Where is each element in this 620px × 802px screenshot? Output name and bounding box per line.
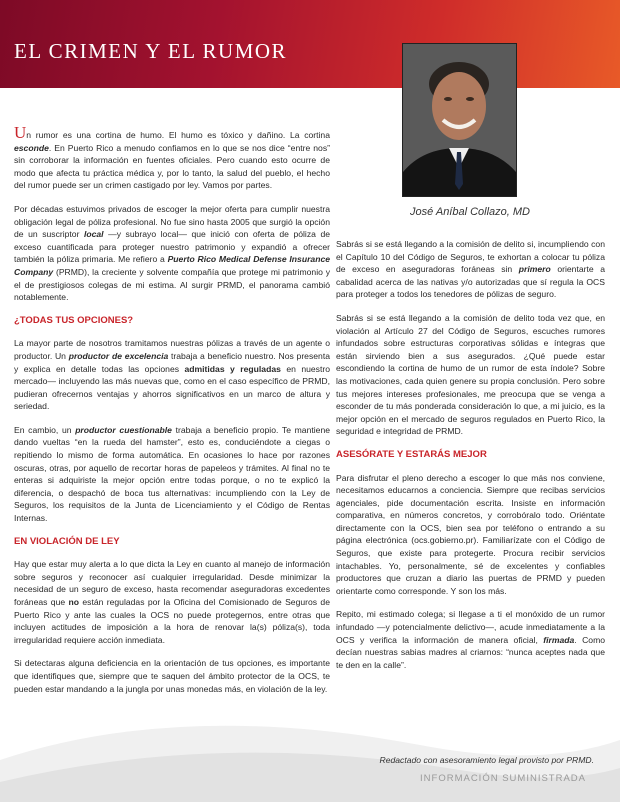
emphasis: admitidas y reguladas [184, 363, 281, 374]
page-title: EL CRIMEN Y EL RUMOR [14, 39, 288, 63]
section-heading: EN VIOLACIÓN DE LEY [14, 535, 120, 547]
decorative-swoosh [0, 690, 620, 802]
emphasis: primero [518, 264, 551, 275]
author-photo [402, 43, 517, 197]
text-run: . Como decían nuestras sabias madres al criarnos: “nunca aceptes nada que te den en la calle”. [336, 634, 606, 670]
section-heading: ASESÓRATE Y ESTARÁS MEJOR [336, 448, 487, 460]
drop-cap: U [14, 123, 27, 142]
emphasis: productor de excelencia [68, 350, 169, 361]
photo-caption: José Aníbal Collazo, MD [409, 206, 531, 218]
text-run: . En Puerto Rico a menudo confiamos en lo que se nos dice “entre nos” sin corroborar la información en fuentes oficiales. Pero cuando esto ocurre de modo que afecta tu práctica médica y, por lo tanto, la salud del pueblo, el hecho del rumor puede ser un crimen castigado por ley. Vamos por partes. [14, 142, 330, 191]
emphasis: firmada [543, 634, 575, 645]
text-run: trabaja a beneficio propio. Te mantiene dando vueltas “en la rueda del hamster”, esto es, conduciéndote a ciegas o repitiendo lo mismo de forma automática. En ocasiones lo hace por razones oscuras, otras, por aquello de recortar horas de papeleos y trámites. Al final no te enteras si adquiriste la mejor opción entre todas porque, o no te explicó la diferencia, o despachó de boca tus alternativas: incumpliendo con la Ley de Seguros, los requisitos de la Junta de Licenciamiento y el Código de Rentas Internas. [14, 424, 330, 524]
paragraph [14, 337, 330, 413]
text-run: están reguladas por la Oficina del Comisionado de Seguros de Puerto Rico y ante las cuales la OCS no puede protegernos, entre otras que incluyen actitudes de imposición a la hora de renovar la(s) póliza(s), toda irregularidad requiere acción inmediata. [14, 597, 330, 645]
paragraph [14, 203, 330, 304]
intro-paragraph [14, 123, 330, 192]
left-column [14, 123, 331, 706]
legal-note: Redactado con asesoramiento legal provisto por PRMD. [379, 755, 594, 765]
paragraph [14, 558, 330, 646]
emphasis: Puerto Rico Medical Defense Insurance Company [14, 254, 331, 277]
text-run: trabaja a beneficio nuestro. Nos presenta y explica en detalle todas las opciones [14, 350, 330, 374]
text-run: En cambio, un [14, 424, 76, 435]
author-portrait-image [403, 44, 516, 196]
text-run: Por décadas estuvimos privados de escoger la mejor oferta para cumplir nuestra obligación legal de póliza profesional. No fue sino hasta 2005 que surgió la opción de un suscriptor [14, 203, 330, 240]
paragraph [336, 608, 605, 671]
text-run: Sabrás si se está llegando a la comisión de delito si, incumpliendo con el Capítulo 10 del Código de Seguros, te exhortan a colocar tu póliza de exceso en aseguradoras foráneas sin [336, 239, 605, 275]
text-run: Repito, mi estimado colega; si llegase a ti el monóxido de un rumor infundado —y potencialmente delictivo—, acude inmediatamente a la OCS y verifica la información de manera oficial, [336, 609, 605, 645]
text-run: orientarte a cabalidad acerca de las nativas y/o autorizadas que sí regula la OCS para proteger a todos los tenedores de pólizas de seguro. [336, 264, 605, 300]
paragraph: Sabrás si se está llegando a la comisión de delito toda vez que, en violación al Artículo 27 del Código de Seguros, escuches rumores infundados sobre estructuras corporativas sólidas e íntegras que están sirviendo bien a sus asegurados. ¿Qué puede estar escondiendo la cortina de humo de un rumor de esta índole? Sobre las motivaciones, cada quien genere su propia conclusión. Pero sobre tus mejores intereses profesionales, me preocupa que se venga a esconder de tu más ponderada consideración lo que, a mi juicio, es la mejor opción en el mercado de seguros regulados en Puerto Rico, la seguridad e integridad de PRMD. [336, 312, 605, 437]
emphasis: productor cuestionable [75, 424, 172, 435]
section-heading: ¿TODAS TUS OPCIONES? [14, 314, 134, 326]
emphasis: local [83, 229, 104, 240]
text-run: en nuestro mercado— incluyendo las más nuevas que, como en el caso específico de PRMD, pudieran ofrecernos ventajas y ahorros significativos en un marco de altura y seriedad. [14, 363, 330, 412]
text-run: Hay que estar muy alerta a lo que dicta la Ley en cuanto al manejo de información sobre seguros y reconocer así cualquier irregularidad. Desde minimizar la necesidad de un seguro de exceso, hasta recomendar aseguradoras excedentes foráneas que [14, 559, 330, 607]
paragraph: Para disfrutar el pleno derecho a escoger lo que más nos conviene, necesitamos educarnos a conciencia. Siempre que recibas servicios agenciales, pide documentación escrita. Insiste en información comparativa, en números concretos, y corrobóralo todo. Oriéntate directamente con la OCS, bien sea por teléfono o entrando a su página electrónica (ocs.gobierno.pr). Familiarízate con el Código de Seguros, que existe para protegerte. Procura recibir servicios intachables. Yo, personalmente, sé de excelentes y confiables productores que cruzan a diario las puertas de PRMD y pueden orientarte como corresponde. Y son los más. [336, 472, 605, 596]
footer-label: INFORMACIÓN SUMINISTRADA [420, 773, 586, 784]
text-run: La mayor parte de nosotros tramitamos nuestras pólizas a través de un agente o productor. Un [14, 338, 330, 361]
emphasis: no [68, 597, 80, 607]
paragraph: Si detectaras alguna deficiencia en la orientación de tus opciones, es importante que identifiques que, siempre que te saquen del ámbito protector de la OCS, te pueden estar mandando a la jungla por unas monedas más, en violación de la ley. [14, 658, 330, 694]
text-run: n rumor es una cortina de humo. El humo es tóxico y dañino. La cortina [26, 130, 330, 140]
text-run: —y subrayo local— que inició con oferta de póliza de exceso cuantificada para proteger nuestro patrimonio y expandió a ofrecer también la póliza primaria. Me refiero a [14, 229, 331, 265]
text-run: (PRMD), la creciente y solvente compañía que protege mi patrimonio y el de prestigiosos colegas de mi estima. Al surgir PRMD, el panorama cambió notablemente. [14, 266, 330, 303]
emphasis: esconde [14, 142, 49, 153]
header-banner [0, 0, 620, 88]
right-column [336, 238, 605, 682]
paragraph [14, 424, 330, 525]
paragraph [336, 238, 605, 301]
